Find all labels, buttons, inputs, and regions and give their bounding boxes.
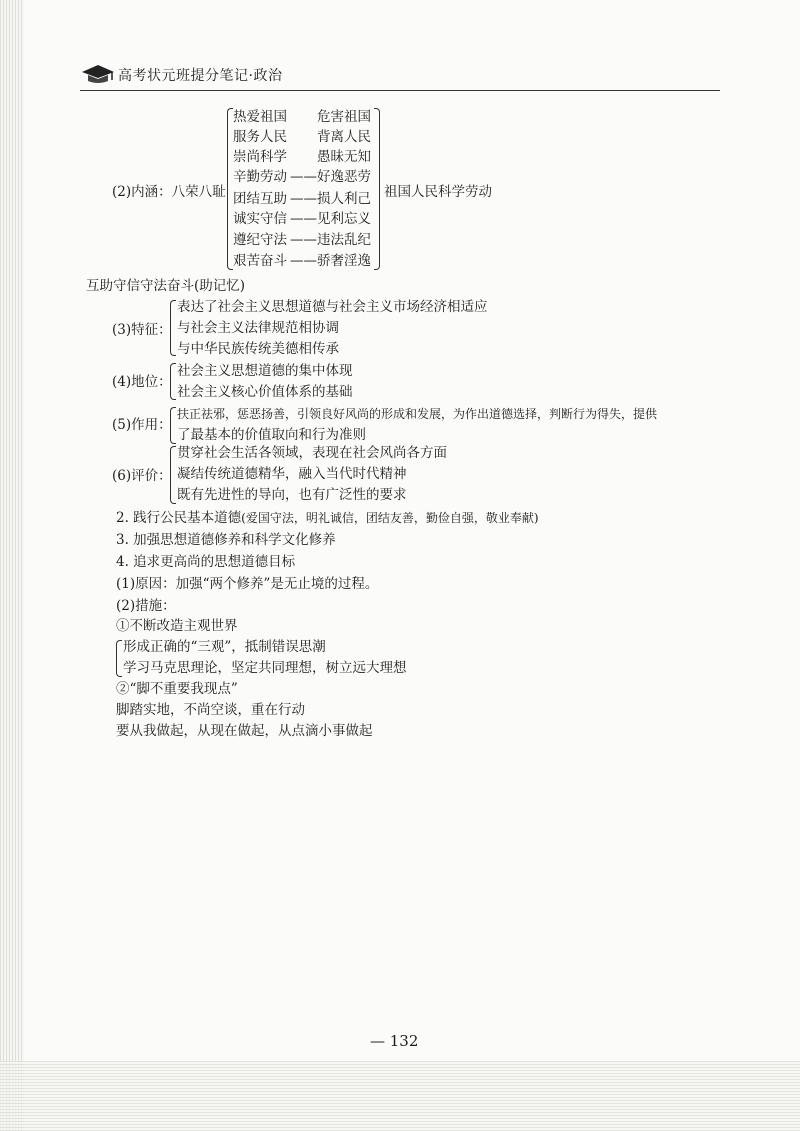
dash-separator: —— xyxy=(290,191,317,207)
honor-item: 辛勤劳动 xyxy=(233,169,287,185)
shame-item: 见利忘义 xyxy=(317,211,371,227)
measure2-title: ②“脚不重要我现点” xyxy=(116,681,238,697)
dash-separator: —— xyxy=(290,253,317,269)
item5-brace xyxy=(170,407,176,444)
item4-line: 社会主义思想道德的集中体现 xyxy=(177,363,353,379)
honor-item: 艰苦奋斗 xyxy=(233,253,287,269)
item4-line: 社会主义核心价值体系的基础 xyxy=(177,384,353,400)
honor-item: 诚实守信 xyxy=(233,211,287,227)
measure2-line: 脚踏实地，不尚空谈，重在行动 xyxy=(116,702,305,718)
honor-item: 热爱祖国 xyxy=(233,109,287,125)
shame-item: 背离人民 xyxy=(317,129,371,145)
mnemonic-note: 互助守信守法奋斗(助记忆) xyxy=(86,278,246,294)
scan-edge-left xyxy=(0,0,24,1131)
scan-edge-bottom xyxy=(0,1061,800,1131)
item3-label: (3)特征： xyxy=(112,322,172,338)
item6-line: 贯穿社会生活各领域，表现在社会风尚各方面 xyxy=(177,445,447,461)
item6-line: 既有先进性的导向，也有广泛性的要求 xyxy=(177,487,407,503)
measure1-title: ①不断改造主观世界 xyxy=(116,618,238,634)
section2-title-text: 2. 践行公民基本道德 xyxy=(116,510,242,526)
honor-item: 团结互助 xyxy=(233,191,287,207)
section3-title: 3. 加强思想道德修养和科学文化修养 xyxy=(116,532,336,548)
shame-item: 损人利己 xyxy=(317,191,371,207)
graduation-cap-icon xyxy=(80,62,116,84)
section2-title xyxy=(116,509,539,527)
measure2-line: 要从我做起，从现在做起，从点滴小事做起 xyxy=(116,723,373,739)
item4-brace xyxy=(170,363,176,400)
item6-brace xyxy=(170,446,176,504)
dash-separator: —— xyxy=(290,211,317,227)
item3-brace xyxy=(170,300,176,356)
header-title: 高考状元班提分笔记·政治 xyxy=(118,68,283,84)
item2-right-text: 祖国人民科学劳动 xyxy=(384,184,492,200)
dash-separator: —— xyxy=(290,169,317,185)
item5-line: 了最基本的价值取向和行为准则 xyxy=(177,427,366,443)
item3-line: 与社会主义法律规范相协调 xyxy=(177,320,339,336)
shame-item: 骄奢淫逸 xyxy=(317,253,371,269)
item3-line: 与中华民族传统美德相传承 xyxy=(177,341,339,357)
honor-item: 服务人民 xyxy=(233,129,287,145)
item2-label: (2)内涵：八荣八耻 xyxy=(112,184,226,200)
honor-item: 崇尚科学 xyxy=(233,149,287,165)
header-rule xyxy=(80,90,720,91)
item2-right-brace xyxy=(374,108,380,270)
measure1-line: 形成正确的“三观”，抵制错误思潮 xyxy=(123,639,326,655)
shame-item: 违法乱纪 xyxy=(317,232,371,248)
page-header xyxy=(80,62,720,90)
shame-item: 危害祖国 xyxy=(317,109,371,125)
item5-label: (5)作用： xyxy=(112,417,172,433)
shame-item: 愚昧无知 xyxy=(317,149,371,165)
section4-measures: (2)措施： xyxy=(116,598,176,614)
dash-separator: —— xyxy=(290,232,317,248)
section4-title: 4. 追求更高尚的思想道德目标 xyxy=(116,554,296,570)
item3-line: 表达了社会主义思想道德与社会主义市场经济相适应 xyxy=(177,299,488,315)
section4-reason: (1)原因：加强“两个修养”是无止境的过程。 xyxy=(116,576,379,592)
item6-label: (6)评价： xyxy=(112,468,172,484)
shame-item: 好逸恶劳 xyxy=(317,169,371,185)
section2-note: (爱国守法，明礼诚信，团结友善，勤俭自强，敬业奉献) xyxy=(241,511,539,525)
honor-item: 遵纪守法 xyxy=(233,232,287,248)
page-number: — 132 xyxy=(370,1032,419,1050)
item4-label: (4)地位： xyxy=(112,374,172,390)
item5-line: 扶正祛邪，惩恶扬善，引领良好风尚的形成和发展，为作出道德选择，判断行为得失，提供 xyxy=(177,407,658,421)
measure1-brace xyxy=(116,640,122,677)
item6-line: 凝结传统道德精华，融入当代时代精神 xyxy=(177,466,407,482)
measure1-line: 学习马克思理论，坚定共同理想，树立远大理想 xyxy=(123,660,407,676)
